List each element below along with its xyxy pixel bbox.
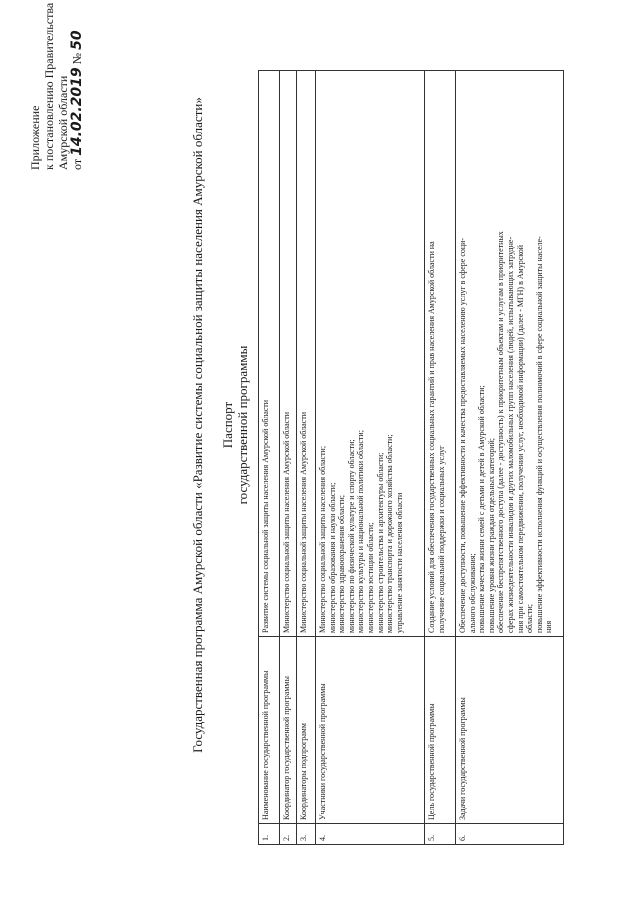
row-number: 5. bbox=[425, 824, 456, 845]
row-value-line: получение социальной поддержки и социальных услуг bbox=[436, 445, 446, 633]
table-row bbox=[425, 71, 456, 845]
row-value-line: министерство здравоохранения области; bbox=[337, 494, 347, 633]
row-value-line: Министерство социальной защиты населения Амурской области bbox=[299, 412, 308, 633]
row-value bbox=[297, 71, 316, 637]
passport-subheading: государственной программы bbox=[235, 345, 250, 505]
table-row bbox=[297, 71, 316, 845]
row-value-line: Создание условий для обеспечения государственных социальных гарантий и прав населения Амурской области на bbox=[427, 241, 436, 633]
row-label: Координаторы подпрограмм bbox=[297, 637, 316, 824]
row-value bbox=[456, 71, 564, 637]
table-row bbox=[316, 71, 425, 845]
passport-table bbox=[258, 70, 564, 845]
appendix-line1: Приложение bbox=[28, 105, 42, 170]
row-value bbox=[425, 71, 456, 637]
row-value-line: министерство образования и науки области; bbox=[327, 482, 337, 633]
row-label: Цель государственной программы bbox=[425, 637, 456, 824]
row-value-line: министерство культуры и национальной политики области; bbox=[356, 430, 366, 633]
appendix-block bbox=[28, 0, 84, 170]
row-value-line: области; bbox=[525, 604, 535, 633]
appendix-no: № bbox=[70, 52, 84, 65]
row-number: 2. bbox=[280, 824, 297, 845]
row-number: 1. bbox=[259, 824, 280, 845]
row-value-line: повышение качества жизни семей с детьми и детей в Амурской области; bbox=[477, 385, 487, 633]
appendix-date-line bbox=[70, 0, 84, 170]
row-label: Участники государственной программы bbox=[316, 637, 425, 824]
row-value-line: управление занятости населения области bbox=[394, 492, 404, 633]
row-value-line: обеспечение беспрепятственного доступа (далее - доступность) к приоритетным объектам и услугам в приоритетных bbox=[496, 231, 506, 633]
row-label: Наименование государственной программы bbox=[259, 637, 280, 824]
row-value-line: министерство транспорта и дорожного хозяйства области; bbox=[385, 434, 395, 633]
row-value-line: ального обслуживания; bbox=[467, 553, 477, 633]
table-row bbox=[280, 71, 297, 845]
row-label: Задачи государственной программы bbox=[456, 637, 564, 824]
row-value-line: министерство строительства и архитектуры области; bbox=[375, 452, 385, 633]
row-value-line: повышение эффективности исполнения функций и осуществления полномочий в сфере социальной защиты населе- bbox=[534, 236, 544, 633]
row-value-line: министерство по физической культуре и спорту области; bbox=[346, 439, 356, 633]
row-value-line: ния bbox=[544, 620, 554, 633]
passport-heading-block bbox=[220, 245, 250, 605]
row-value-line: Министерство социальной защиты населения Амурской области bbox=[282, 412, 291, 633]
row-value-line: Министерство социальной защиты населения области; bbox=[318, 445, 327, 633]
table-row bbox=[259, 71, 280, 845]
appendix-number: 50 bbox=[69, 30, 85, 50]
appendix-line3: Амурской области bbox=[56, 75, 70, 170]
program-title: Государственная программа Амурской области «Развитие системы социальной защиты населения Амурской области» bbox=[190, 97, 205, 753]
row-value-line: повышение уровня жизни граждан отдельных категорий; bbox=[486, 437, 496, 633]
row-value-line: министерство юстиции области; bbox=[365, 522, 375, 633]
passport-heading: Паспорт bbox=[220, 401, 235, 449]
row-value bbox=[280, 71, 297, 637]
row-value-line: Развитие системы социальной защиты населения Амурской области bbox=[261, 399, 270, 633]
table-row bbox=[456, 71, 564, 845]
appendix-date: 14.02.2019 bbox=[69, 67, 85, 156]
row-number: 6. bbox=[456, 824, 564, 845]
row-label: Координатор государственной программы bbox=[280, 637, 297, 824]
appendix-line2: к постановлению Правительства bbox=[42, 2, 56, 170]
row-value-line: ния при самостоятельном передвижении, получении услуг, необходимой информации) (далее - МГН) в Амурской bbox=[515, 244, 525, 633]
row-number: 4. bbox=[316, 824, 425, 845]
appendix-from: от bbox=[70, 158, 84, 170]
row-value bbox=[316, 71, 425, 637]
row-value-line: Обеспечение доступности, повышение эффективности и качества предоставляемых населению услуг в сфере соци- bbox=[458, 237, 467, 633]
row-number: 3. bbox=[297, 824, 316, 845]
row-value bbox=[259, 71, 280, 637]
row-value-line: сферах жизнедеятельности инвалидов и других маломобильных групп населения (людей, испытывающих затрудне- bbox=[505, 236, 515, 633]
